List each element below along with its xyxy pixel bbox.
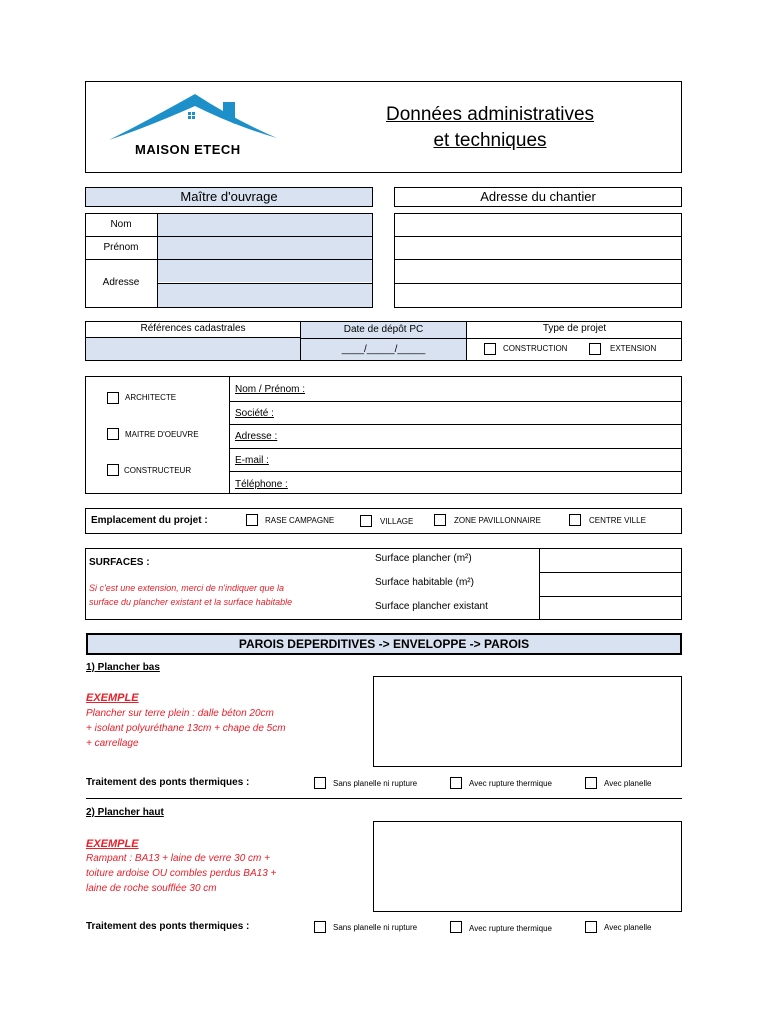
ph-rupture-checkbox[interactable] xyxy=(450,921,462,933)
societe-label: Société : xyxy=(235,408,274,419)
centre-ville-label: CENTRE VILLE xyxy=(589,516,646,525)
plancher-bas-line-2: + isolant polyuréthane 13cm + chape de 5cm xyxy=(86,723,286,734)
zone-pavillonnaire-checkbox[interactable] xyxy=(434,514,446,526)
pb-planelle-label: Avec planelle xyxy=(604,779,652,788)
architecte-checkbox[interactable] xyxy=(107,392,119,404)
surfaces-note-1: Si c'est une extension, merci de n'indiquer que la xyxy=(89,583,285,593)
construction-label: CONSTRUCTION xyxy=(503,344,568,353)
plancher-haut-exemple: EXEMPLE xyxy=(86,838,139,850)
centre-ville-checkbox[interactable] xyxy=(569,514,581,526)
type-label: Type de projet xyxy=(542,323,607,334)
plancher-haut-line-3: laine de roche soufflée 30 cm xyxy=(86,883,217,894)
divider xyxy=(86,798,682,799)
ph-rupture-label: Avec rupture thermique xyxy=(469,924,553,933)
pb-rupture-label: Avec rupture thermique xyxy=(469,779,553,788)
construction-checkbox[interactable] xyxy=(484,343,496,355)
surface-plancher-field[interactable] xyxy=(540,549,681,572)
plancher-bas-textbox[interactable] xyxy=(373,676,682,767)
prenom-field[interactable] xyxy=(158,237,372,259)
village-checkbox[interactable] xyxy=(360,515,372,527)
plancher-bas-heading: 1) Plancher bas xyxy=(86,662,160,673)
page-title xyxy=(360,102,620,154)
nom-field[interactable] xyxy=(158,214,372,236)
extension-checkbox[interactable] xyxy=(589,343,601,355)
plancher-bas-exemple: EXEMPLE xyxy=(86,692,139,704)
surface-existant-label: Surface plancher existant xyxy=(375,601,488,612)
prenom-label: Prénom xyxy=(103,242,139,253)
surface-habitable-label: Surface habitable (m²) xyxy=(375,577,474,588)
pb-sans-planelle-label: Sans planelle ni rupture xyxy=(333,779,418,788)
adresse-label: Adresse xyxy=(102,277,140,288)
ph-planelle-label: Avec planelle xyxy=(604,923,652,932)
nom-prenom-label: Nom / Prénom : xyxy=(235,384,306,395)
surfaces-note-2: surface du plancher existant et la surface habitable xyxy=(89,597,293,607)
section-title: PAROIS DEPERDITIVES -> ENVELOPPE -> PAROIS xyxy=(86,633,682,655)
actor-adresse-label: Adresse : xyxy=(235,431,278,442)
plancher-haut-heading: 2) Plancher haut xyxy=(86,807,164,818)
extension-label: EXTENSION xyxy=(610,344,657,353)
email-label: E-mail : xyxy=(235,455,269,466)
date-value[interactable]: ____/_____/_____ xyxy=(301,339,466,360)
site-header: Adresse du chantier xyxy=(394,187,682,207)
logo xyxy=(105,92,280,160)
owner-header: Maître d'ouvrage xyxy=(85,187,373,207)
maitre-oeuvre-label: MAITRE D'OEUVRE xyxy=(125,430,199,439)
plancher-haut-ponts-label: Traitement des ponts thermiques : xyxy=(86,921,250,932)
date-label: Date de dépôt PC xyxy=(301,322,466,338)
constructeur-label: CONSTRUCTEUR xyxy=(124,466,192,475)
pb-sans-planelle-checkbox[interactable] xyxy=(314,777,326,789)
ph-sans-planelle-checkbox[interactable] xyxy=(314,921,326,933)
cadastre-refs-label: Références cadastrales xyxy=(140,323,246,334)
title-line-2: et techniques xyxy=(433,130,547,151)
surface-plancher-label: Surface plancher (m²) xyxy=(375,553,472,564)
nom-label: Nom xyxy=(110,219,132,230)
rase-campagne-checkbox[interactable] xyxy=(246,514,258,526)
site-grid[interactable] xyxy=(394,213,682,308)
plancher-haut-line-2: toiture ardoise OU combles perdus BA13 + xyxy=(86,868,277,879)
architecte-label: ARCHITECTE xyxy=(125,393,177,402)
plancher-bas-line-1: Plancher sur terre plein : dalle béton 20cm xyxy=(86,708,274,719)
ph-planelle-checkbox[interactable] xyxy=(585,921,597,933)
adresse-field-1[interactable] xyxy=(158,260,372,282)
plancher-bas-ponts-label: Traitement des ponts thermiques : xyxy=(86,777,250,788)
adresse-field-2[interactable] xyxy=(158,284,372,307)
ph-sans-planelle-label: Sans planelle ni rupture xyxy=(333,923,418,932)
surface-existant-field[interactable] xyxy=(540,597,681,619)
maitre-oeuvre-checkbox[interactable] xyxy=(107,428,119,440)
title-line-1: Données administratives xyxy=(385,104,595,125)
pb-planelle-checkbox[interactable] xyxy=(585,777,597,789)
plancher-haut-line-1: Rampant : BA13 + laine de verre 30 cm + xyxy=(86,853,270,864)
house-logo-icon xyxy=(105,92,280,142)
village-label: VILLAGE xyxy=(380,517,414,526)
logo-brand-text: MAISON ETECH xyxy=(135,142,241,157)
zone-pavillonnaire-label: ZONE PAVILLONNAIRE xyxy=(454,516,541,525)
surfaces-label: SURFACES : xyxy=(89,557,150,568)
pb-rupture-checkbox[interactable] xyxy=(450,777,462,789)
plancher-bas-line-3: + carrellage xyxy=(86,738,139,749)
plancher-haut-textbox[interactable] xyxy=(373,821,682,912)
constructeur-checkbox[interactable] xyxy=(107,464,119,476)
surface-habitable-field[interactable] xyxy=(540,573,681,596)
rase-campagne-label: RASE CAMPAGNE xyxy=(265,516,335,525)
telephone-label: Téléphone : xyxy=(235,479,288,490)
location-label: Emplacement du projet : xyxy=(91,515,208,526)
cadastre-refs-field[interactable] xyxy=(86,338,300,360)
